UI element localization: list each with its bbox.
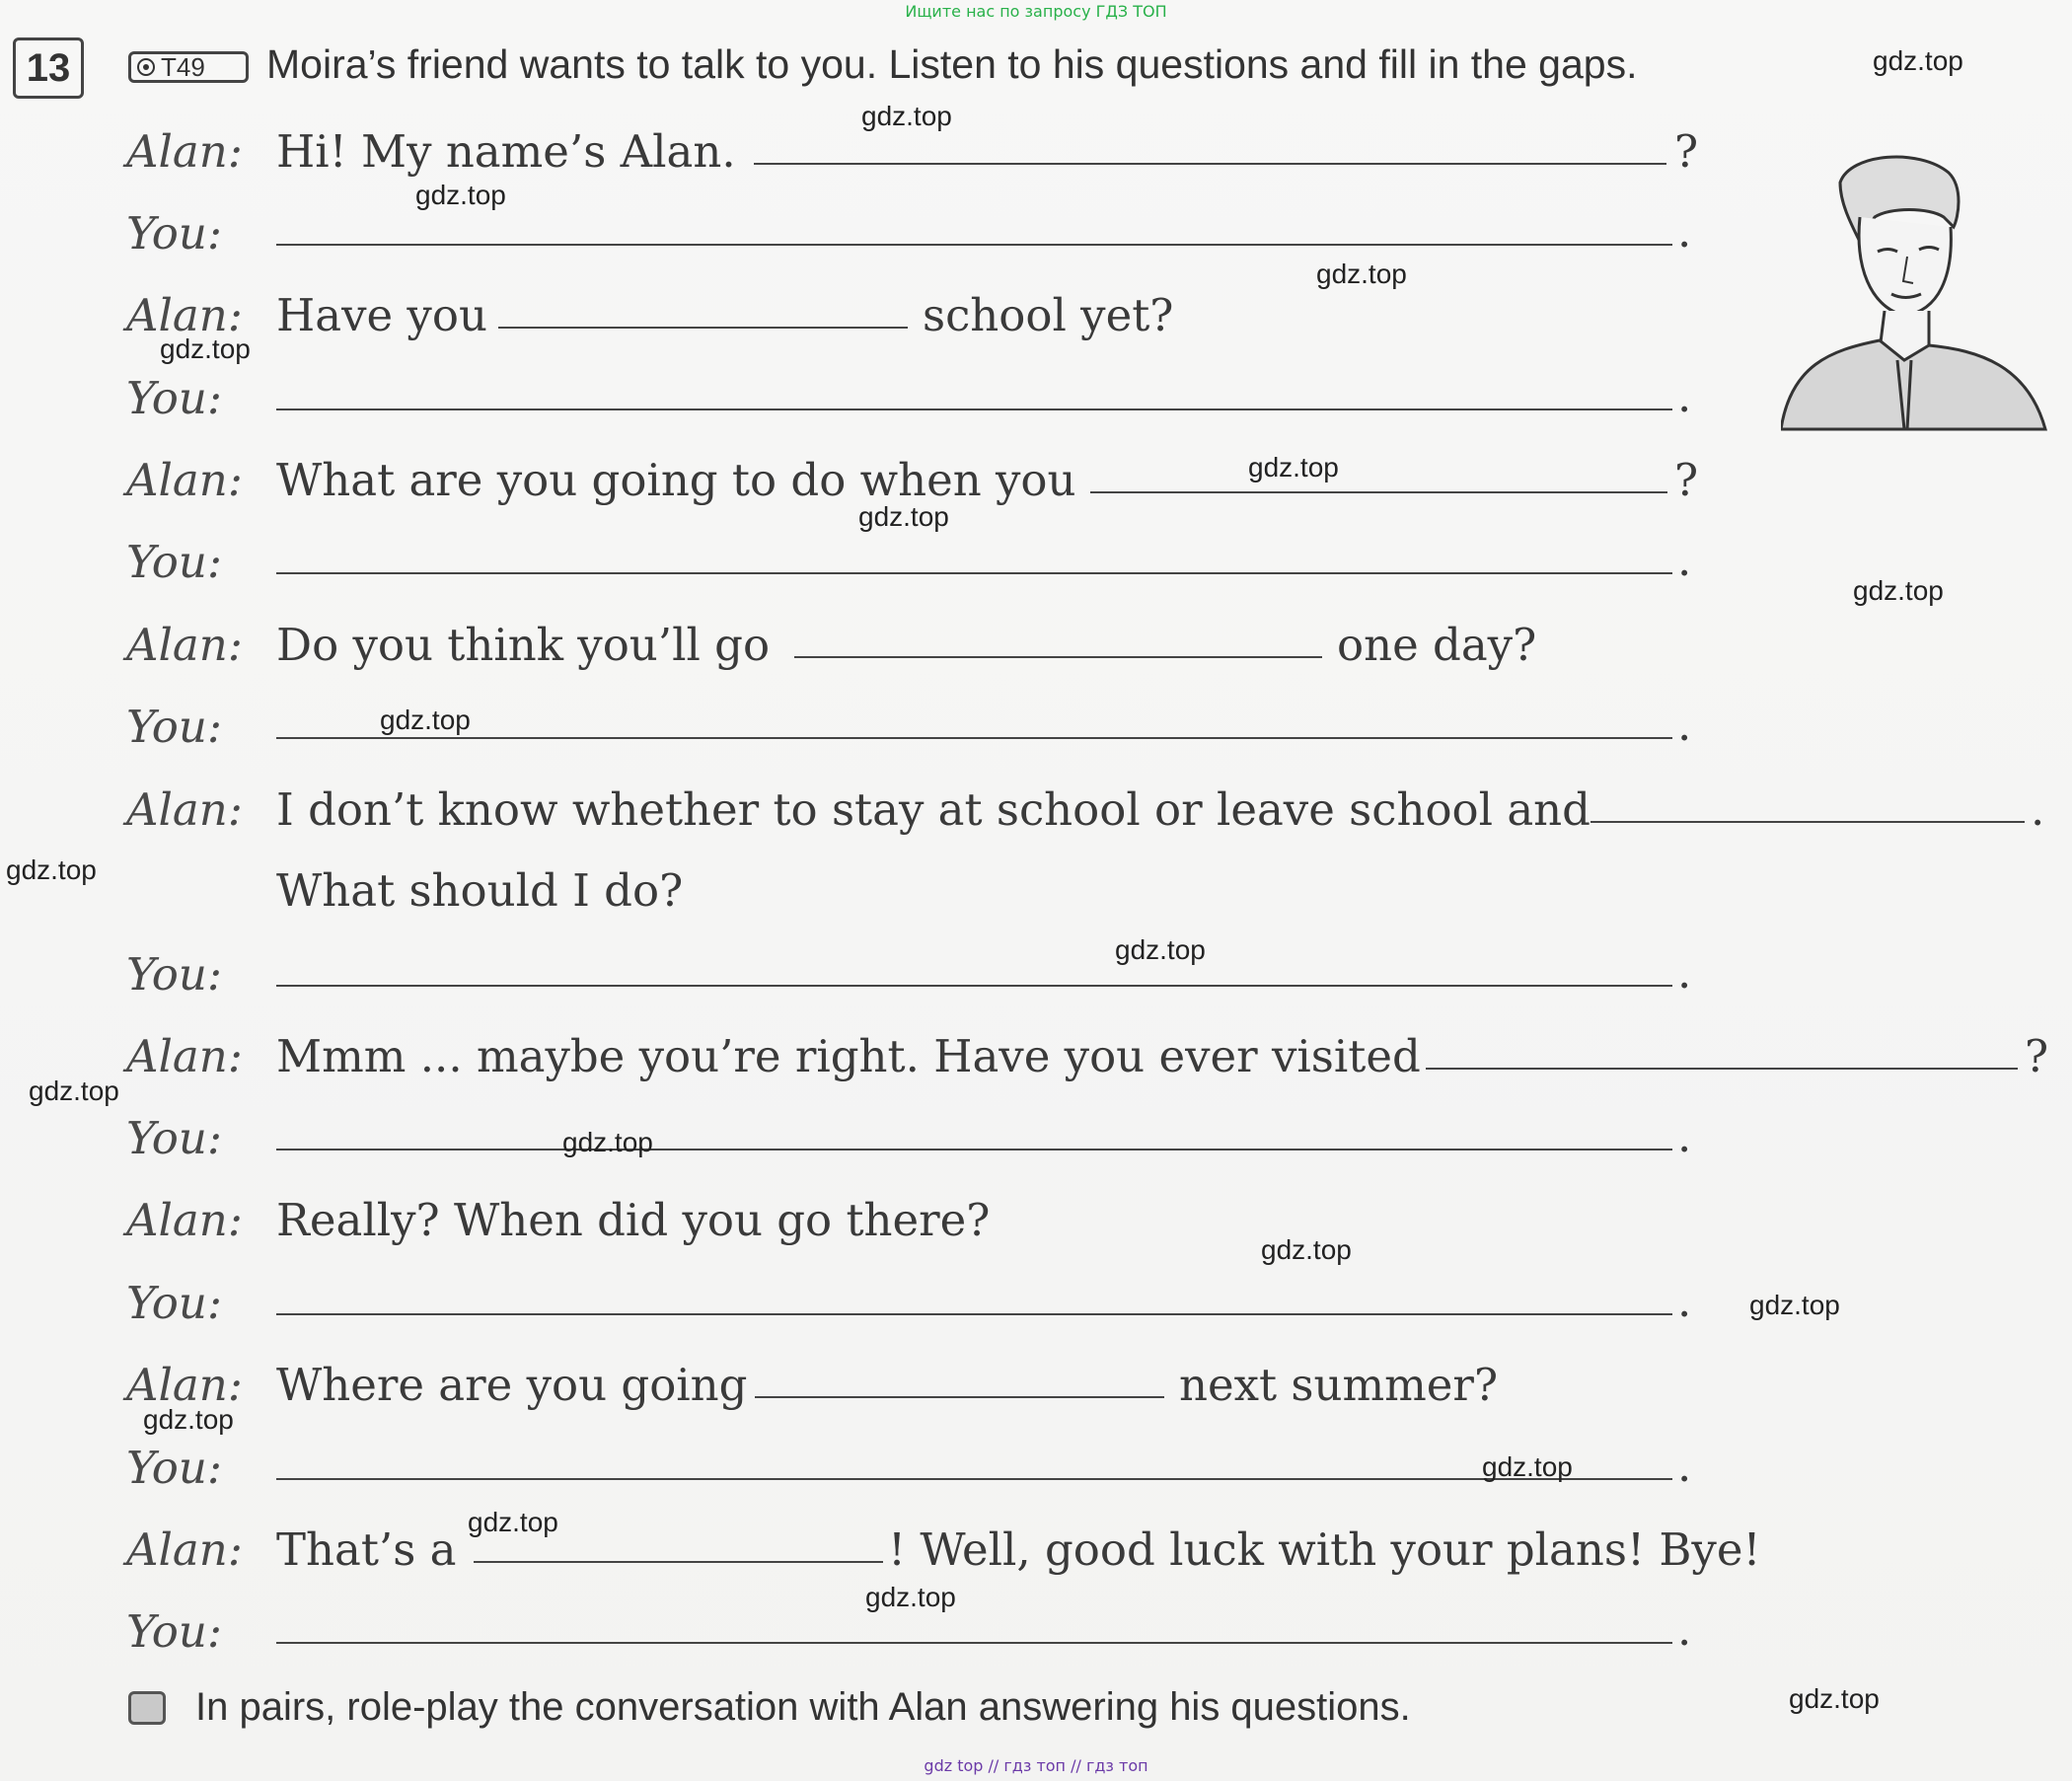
speaker-label: Alan: [126,454,243,506]
pair-work-task [128,1685,1411,1730]
line-text: What should I do? [276,864,684,917]
line-end-punct: . [1677,534,1692,586]
line-text-after: school yet? [923,289,1174,341]
speaker-label: You: [126,1605,223,1658]
line-text-before: That’s a [276,1523,457,1576]
top-banner[interactable]: Ищите нас по запросу ГДЗ ТОП [905,2,1167,21]
speaker-label: You: [126,701,223,753]
answer-gap[interactable] [754,163,1666,165]
line-text-before: Have you [276,289,487,341]
speaker-label: You: [126,207,223,260]
line-text-after: one day? [1337,619,1537,671]
line-end-punct: . [1677,370,1692,422]
watermark: gdz.top [1316,259,1407,289]
bottom-banner[interactable]: gdz top // гдз топ // гдз топ [924,1756,1148,1775]
watermark: gdz.top [1853,575,1944,606]
answer-gap[interactable] [498,327,908,329]
speaker-label: Alan: [126,1359,243,1411]
line-text-before: Do you think you’ll go [276,619,771,671]
watermark: gdz.top [562,1127,653,1157]
line-text-after: ! Well, good luck with your plans! Bye! [888,1523,1761,1576]
line-end-punct: . [1677,1110,1692,1162]
line-text: I don’t know whether to stay at school or leave school and [276,783,1591,836]
line-end-punct: . [1677,946,1692,999]
answer-gap[interactable] [276,408,1672,410]
answer-gap[interactable] [276,1642,1672,1644]
answer-gap[interactable] [276,1478,1672,1480]
watermark: gdz.top [415,180,506,210]
speaker-label: Alan: [126,1194,243,1246]
line-end-punct: . [1677,1440,1692,1492]
watermark: gdz.top [29,1076,119,1106]
cd-icon [137,58,155,76]
watermark: gdz.top [858,501,949,532]
line-text: Mmm ... maybe you’re right. Have you ever visited [276,1030,1421,1082]
speaker-label: Alan: [126,125,243,178]
watermark: gdz.top [468,1507,558,1537]
answer-gap[interactable] [276,244,1672,246]
line-text: Really? When did you go there? [276,1194,991,1246]
speaker-label: You: [126,1277,223,1329]
answer-gap[interactable] [794,656,1322,658]
answer-gap[interactable] [1426,1068,2018,1070]
line-text-after: next summer? [1179,1359,1499,1411]
answer-gap[interactable] [1591,821,2025,823]
audio-track-badge[interactable] [128,51,249,83]
line-end-punct: . [1677,205,1692,258]
watermark: gdz.top [160,334,251,364]
speaker-label: Alan: [126,1523,243,1576]
line-text-before: Where are you going [276,1359,748,1411]
line-end-punct: ? [1674,125,1699,178]
speaker-label: You: [126,536,223,588]
speaker-label: You: [126,372,223,424]
line-end-punct: . [1677,1275,1692,1327]
watermark: gdz.top [143,1404,234,1435]
answer-gap[interactable] [276,1149,1672,1150]
answer-gap[interactable] [276,985,1672,987]
watermark: gdz.top [1248,452,1339,482]
answer-gap[interactable] [276,1313,1672,1315]
answer-gap[interactable] [1090,491,1667,493]
boy-illustration [1781,148,2052,434]
watermark: gdz.top [1115,934,1206,965]
line-text: Hi! My name’s Alan. [276,125,736,178]
pair-work-text: In pairs, role-play the conversation with Alan answering his questions. [195,1685,1411,1729]
line-end-punct: ? [1674,454,1699,506]
speaker-label: Alan: [126,783,243,836]
answer-gap[interactable] [755,1396,1164,1398]
watermark: gdz.top [1482,1451,1573,1482]
speaker-label: You: [126,1112,223,1164]
answer-gap[interactable] [474,1561,883,1563]
line-end-punct: . [1677,699,1692,751]
track-number: T49 [161,51,205,82]
line-end-punct: ? [2025,1030,2049,1082]
answer-gap[interactable] [276,572,1672,574]
exercise-number: 13 [13,37,84,99]
watermark: gdz.top [6,854,97,885]
speaker-label: Alan: [126,289,243,341]
pair-work-icon [128,1691,166,1725]
line-end-punct: . [1677,1603,1692,1656]
line-text: What are you going to do when you [276,454,1076,506]
exercise-instruction: Moira’s friend wants to talk to you. Listen to his questions and fill in the gaps. [266,41,1638,87]
watermark: gdz.top [861,101,952,131]
watermark: gdz.top [380,705,471,735]
answer-gap[interactable] [276,737,1672,739]
speaker-label: You: [126,1442,223,1494]
watermark: gdz.top [1749,1290,1840,1320]
watermark: gdz.top [865,1582,956,1612]
speaker-label: Alan: [126,1030,243,1082]
speaker-label: Alan: [126,619,243,671]
watermark: gdz.top [1261,1234,1352,1265]
speaker-label: You: [126,948,223,1001]
watermark: gdz.top [1873,45,1963,76]
watermark: gdz.top [1789,1683,1880,1714]
line-end-punct: . [2031,783,2045,836]
